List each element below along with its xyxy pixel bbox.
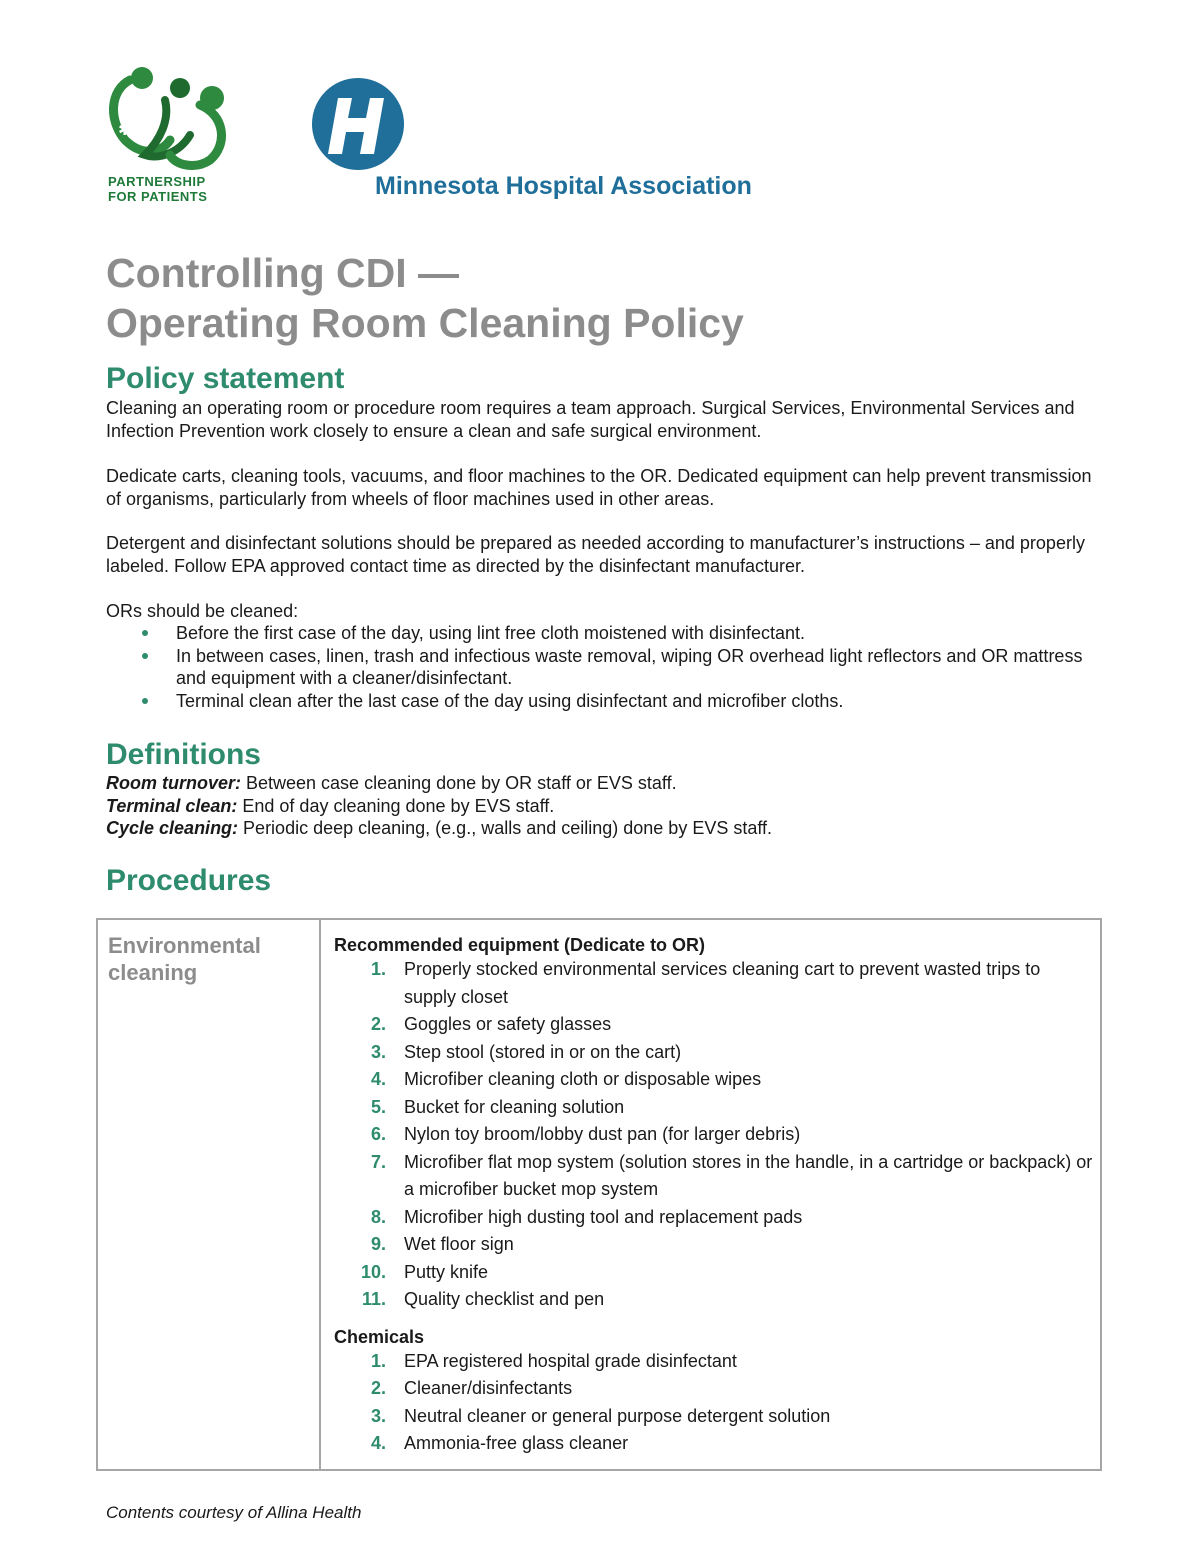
list-item: 2. Cleaner/disinfectants bbox=[370, 1378, 573, 1398]
list-item: 2. Goggles or safety glasses bbox=[370, 1014, 612, 1034]
list-item: 1. EPA registered hospital grade disinfectant bbox=[370, 1350, 737, 1371]
page-title bbox=[106, 248, 744, 348]
procedure-category: Environmental cleaning bbox=[108, 933, 261, 985]
list-item: 3. Step stool (stored in or on the cart) bbox=[370, 1041, 682, 1062]
list-item: 9. Wet floor sign bbox=[370, 1234, 514, 1254]
footer-credit: Contents courtesy of Allina Health bbox=[106, 1503, 362, 1522]
list-item: 8. Microfiber high dusting tool and replacement pads bbox=[370, 1206, 803, 1227]
bullet-item: Terminal clean after the last case of the day using disinfectant and microfiber cloths. bbox=[106, 690, 1096, 713]
definition-item: Room turnover: Between case cleaning done by OR staff or EVS staff. bbox=[106, 773, 677, 793]
definitions-list bbox=[106, 772, 772, 840]
policy-paragraph-1: Cleaning an operating room or procedure room requires a team approach. Surgical Services, Environmental Services and Infection Prevention work closely to ensure a clean and safe surgical environment. bbox=[106, 398, 1075, 441]
table-divider bbox=[319, 920, 321, 1469]
policy-paragraph-4: ORs should be cleaned: bbox=[106, 601, 299, 621]
list-item: 11. Quality checklist and pen bbox=[361, 1289, 605, 1309]
title-line2: Operating Room Cleaning Policy bbox=[106, 300, 744, 346]
equipment-list bbox=[334, 956, 1094, 1314]
svg-text:✱: ✱ bbox=[118, 120, 132, 139]
list-item: 6. Nylon toy broom/lobby dust pan (for larger debris) bbox=[370, 1124, 801, 1144]
pfp-line2: FOR PATIENTS bbox=[108, 189, 208, 204]
cleaning-bullets bbox=[106, 622, 1096, 712]
header-logos bbox=[100, 60, 800, 220]
chemicals-list bbox=[334, 1348, 1094, 1458]
pfp-logo-text bbox=[108, 174, 207, 204]
list-item: 4. Microfiber cleaning cloth or disposable wipes bbox=[370, 1069, 762, 1089]
mha-name: Minnesota Hospital Association bbox=[375, 172, 752, 200]
bullet-icon bbox=[142, 630, 148, 636]
pfp-line1: PARTNERSHIP bbox=[108, 174, 206, 189]
procedures-heading: Procedures bbox=[106, 864, 272, 897]
definition-item: Terminal clean: End of day cleaning done by EVS staff. bbox=[106, 795, 555, 816]
policy-paragraph-2: Dedicate carts, cleaning tools, vacuums, and floor machines to the OR. Dedicated equipment can help prevent transmission of organisms, particularly from wheels of floor machines used in other areas. bbox=[106, 466, 1092, 509]
list-item: 5. Bucket for cleaning solution bbox=[370, 1096, 625, 1117]
title-line1: Controlling CDI — bbox=[106, 250, 460, 296]
policy-paragraph-3: Detergent and disinfectant solutions should be prepared as needed according to manufacturer’s instructions – and properly labeled. Follow EPA approved contact time as directed by the disinfectant manufacturer. bbox=[106, 533, 1085, 576]
list-item: 7. Microfiber flat mop system (solution stores in the handle, in a cartridge or backpack) or a microfiber bucket mop system bbox=[370, 1151, 1093, 1199]
bullet-item: In between cases, linen, trash and infectious waste removal, wiping OR overhead light reflectors and OR mattress and equipment with a cleaner/disinfectant. bbox=[106, 645, 1096, 690]
procedure-details bbox=[334, 934, 1094, 1458]
list-item: 3. Neutral cleaner or general purpose detergent solution bbox=[370, 1405, 831, 1426]
list-item: 4. Ammonia-free glass cleaner bbox=[370, 1433, 629, 1453]
mha-h-logo bbox=[310, 76, 406, 172]
equipment-heading: Recommended equipment (Dedicate to OR) bbox=[334, 935, 706, 955]
definition-item: Cycle cleaning: Periodic deep cleaning, (e.g., walls and ceiling) done by EVS staff. bbox=[106, 818, 773, 838]
definitions-heading: Definitions bbox=[106, 738, 261, 771]
list-item: 10. Putty knife bbox=[360, 1261, 489, 1282]
chemicals-heading: Chemicals bbox=[334, 1326, 425, 1347]
bullet-item: Before the first case of the day, using lint free cloth moistened with disinfectant. bbox=[106, 622, 1096, 645]
bullet-icon bbox=[142, 653, 148, 659]
policy-statement-heading: Policy statement bbox=[106, 362, 345, 395]
list-item: 1. Properly stocked environmental services cleaning cart to prevent wasted trips to supply closet bbox=[370, 959, 1041, 1007]
bullet-icon bbox=[142, 698, 148, 704]
procedures-table bbox=[96, 918, 1102, 1471]
